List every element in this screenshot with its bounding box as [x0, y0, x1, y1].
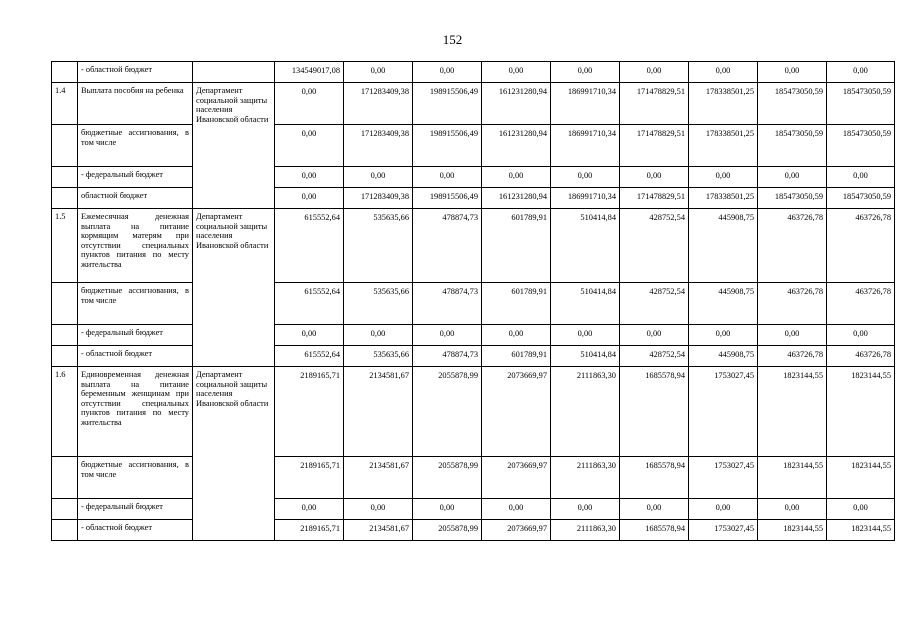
amount-cell: 510414,84 [551, 346, 620, 367]
amount-cell: 185473050,59 [758, 188, 827, 209]
department-cell: Департамент социальной защиты населения Ивановской области [193, 83, 275, 209]
amount-cell: 0,00 [275, 325, 344, 346]
amount-cell: 2055878,99 [413, 367, 482, 457]
amount-cell: 2111863,30 [551, 367, 620, 457]
table-row [52, 62, 895, 83]
department-cell: Департамент социальной защиты населения Ивановской области [193, 367, 275, 541]
table-row [52, 125, 895, 167]
amount-cell: 1823144,55 [827, 367, 895, 457]
amount-cell: 463726,78 [827, 209, 895, 283]
amount-cell: 0,00 [344, 325, 413, 346]
amount-cell: 463726,78 [758, 209, 827, 283]
amount-cell: 601789,91 [482, 346, 551, 367]
amount-cell: 535635,66 [344, 209, 413, 283]
amount-cell: 1823144,55 [758, 367, 827, 457]
amount-cell: 134549017,08 [275, 62, 344, 83]
row-index-cell [52, 62, 78, 83]
amount-cell: 2055878,99 [413, 457, 482, 499]
amount-cell: 0,00 [689, 167, 758, 188]
row-name-cell: Выплата пособия на ребенка [78, 83, 193, 125]
amount-cell: 615552,64 [275, 346, 344, 367]
budget-table [51, 61, 895, 541]
amount-cell: 0,00 [827, 499, 895, 520]
amount-cell: 0,00 [827, 325, 895, 346]
amount-cell: 0,00 [551, 62, 620, 83]
row-name-cell: - федеральный бюджет [78, 167, 193, 188]
table-row [52, 457, 895, 499]
amount-cell: 428752,54 [620, 283, 689, 325]
amount-cell: 0,00 [551, 167, 620, 188]
amount-cell: 161231280,94 [482, 188, 551, 209]
amount-cell: 601789,91 [482, 209, 551, 283]
amount-cell: 0,00 [275, 125, 344, 167]
amount-cell: 2073669,97 [482, 520, 551, 541]
amount-cell: 2134581,67 [344, 367, 413, 457]
amount-cell: 0,00 [827, 62, 895, 83]
row-name-cell: бюджетные ассигнования, в том числе [78, 457, 193, 499]
amount-cell: 171283409,38 [344, 83, 413, 125]
amount-cell: 198915506,49 [413, 125, 482, 167]
amount-cell: 2055878,99 [413, 520, 482, 541]
row-index-cell [52, 283, 78, 325]
amount-cell: 478874,73 [413, 346, 482, 367]
row-index-cell [52, 457, 78, 499]
row-index-cell [52, 167, 78, 188]
amount-cell: 0,00 [482, 167, 551, 188]
amount-cell: 0,00 [689, 325, 758, 346]
amount-cell: 1753027,45 [689, 457, 758, 499]
table-row [52, 346, 895, 367]
row-name-cell: - областной бюджет [78, 62, 193, 83]
amount-cell: 0,00 [551, 325, 620, 346]
amount-cell: 178338501,25 [689, 125, 758, 167]
amount-cell: 615552,64 [275, 209, 344, 283]
department-cell [193, 62, 275, 83]
amount-cell: 1753027,45 [689, 520, 758, 541]
table-row [52, 209, 895, 283]
table-row [52, 83, 895, 125]
amount-cell: 185473050,59 [827, 188, 895, 209]
amount-cell: 2189165,71 [275, 457, 344, 499]
amount-cell: 535635,66 [344, 346, 413, 367]
amount-cell: 0,00 [620, 499, 689, 520]
amount-cell: 601789,91 [482, 283, 551, 325]
amount-cell: 0,00 [275, 188, 344, 209]
amount-cell: 0,00 [413, 62, 482, 83]
row-name-cell: - федеральный бюджет [78, 499, 193, 520]
amount-cell: 0,00 [758, 325, 827, 346]
amount-cell: 0,00 [482, 62, 551, 83]
amount-cell: 463726,78 [758, 283, 827, 325]
table-row [52, 325, 895, 346]
amount-cell: 186991710,34 [551, 125, 620, 167]
amount-cell: 171478829,51 [620, 83, 689, 125]
amount-cell: 0,00 [551, 499, 620, 520]
amount-cell: 0,00 [758, 167, 827, 188]
amount-cell: 463726,78 [827, 283, 895, 325]
row-index-cell: 1.5 [52, 209, 78, 283]
amount-cell: 0,00 [758, 62, 827, 83]
amount-cell: 478874,73 [413, 209, 482, 283]
amount-cell: 0,00 [482, 499, 551, 520]
amount-cell: 428752,54 [620, 209, 689, 283]
row-index-cell [52, 125, 78, 167]
amount-cell: 615552,64 [275, 283, 344, 325]
amount-cell: 198915506,49 [413, 83, 482, 125]
amount-cell: 171283409,38 [344, 188, 413, 209]
amount-cell: 2134581,67 [344, 457, 413, 499]
table-row [52, 188, 895, 209]
amount-cell: 0,00 [827, 167, 895, 188]
amount-cell: 198915506,49 [413, 188, 482, 209]
row-index-cell: 1.6 [52, 367, 78, 457]
amount-cell: 510414,84 [551, 283, 620, 325]
amount-cell: 178338501,25 [689, 188, 758, 209]
amount-cell: 0,00 [620, 167, 689, 188]
row-index-cell [52, 520, 78, 541]
amount-cell: 0,00 [275, 167, 344, 188]
row-name-cell: областной бюджет [78, 188, 193, 209]
amount-cell: 0,00 [689, 499, 758, 520]
row-name-cell: Единовременная денежная выплата на питание беременным женщинам при отсутствии специальных пунктов питания по месту жительства [78, 367, 193, 457]
row-name-cell: бюджетные ассигнования, в том числе [78, 283, 193, 325]
amount-cell: 185473050,59 [758, 125, 827, 167]
amount-cell: 2134581,67 [344, 520, 413, 541]
amount-cell: 1685578,94 [620, 457, 689, 499]
table-row [52, 283, 895, 325]
amount-cell: 1685578,94 [620, 367, 689, 457]
row-name-cell: бюджетные ассигнования, в том числе [78, 125, 193, 167]
amount-cell: 0,00 [758, 499, 827, 520]
amount-cell: 185473050,59 [827, 83, 895, 125]
amount-cell: 1685578,94 [620, 520, 689, 541]
amount-cell: 445908,75 [689, 283, 758, 325]
amount-cell: 0,00 [413, 499, 482, 520]
row-index-cell: 1.4 [52, 83, 78, 125]
amount-cell: 0,00 [344, 499, 413, 520]
amount-cell: 0,00 [482, 325, 551, 346]
amount-cell: 171283409,38 [344, 125, 413, 167]
amount-cell: 178338501,25 [689, 83, 758, 125]
amount-cell: 2111863,30 [551, 457, 620, 499]
department-cell: Департамент социальной защиты населения Ивановской области [193, 209, 275, 367]
amount-cell: 463726,78 [758, 346, 827, 367]
amount-cell: 0,00 [275, 83, 344, 125]
amount-cell: 1823144,55 [758, 457, 827, 499]
amount-cell: 186991710,34 [551, 188, 620, 209]
row-index-cell [52, 346, 78, 367]
amount-cell: 445908,75 [689, 346, 758, 367]
amount-cell: 445908,75 [689, 209, 758, 283]
amount-cell: 2111863,30 [551, 520, 620, 541]
amount-cell: 0,00 [413, 167, 482, 188]
table-row [52, 367, 895, 457]
amount-cell: 2073669,97 [482, 367, 551, 457]
amount-cell: 185473050,59 [827, 125, 895, 167]
table-row [52, 520, 895, 541]
row-index-cell [52, 325, 78, 346]
amount-cell: 2189165,71 [275, 520, 344, 541]
amount-cell: 161231280,94 [482, 125, 551, 167]
amount-cell: 2073669,97 [482, 457, 551, 499]
row-name-cell: Ежемесячная денежная выплата на питание кормящим матерям при отсутствии специальных пунктов питания по месту жительства [78, 209, 193, 283]
amount-cell: 2189165,71 [275, 367, 344, 457]
amount-cell: 161231280,94 [482, 83, 551, 125]
amount-cell: 186991710,34 [551, 83, 620, 125]
amount-cell: 1823144,55 [827, 520, 895, 541]
row-name-cell: - областной бюджет [78, 346, 193, 367]
amount-cell: 428752,54 [620, 346, 689, 367]
amount-cell: 535635,66 [344, 283, 413, 325]
amount-cell: 171478829,51 [620, 125, 689, 167]
amount-cell: 0,00 [344, 167, 413, 188]
amount-cell: 0,00 [689, 62, 758, 83]
amount-cell: 0,00 [275, 499, 344, 520]
row-index-cell [52, 499, 78, 520]
row-name-cell: - федеральный бюджет [78, 325, 193, 346]
amount-cell: 171478829,51 [620, 188, 689, 209]
amount-cell: 1753027,45 [689, 367, 758, 457]
amount-cell: 185473050,59 [758, 83, 827, 125]
amount-cell: 0,00 [413, 325, 482, 346]
amount-cell: 510414,84 [551, 209, 620, 283]
row-name-cell: - областной бюджет [78, 520, 193, 541]
amount-cell: 0,00 [620, 325, 689, 346]
amount-cell: 478874,73 [413, 283, 482, 325]
amount-cell: 0,00 [344, 62, 413, 83]
page-number: 152 [442, 32, 463, 47]
amount-cell: 1823144,55 [827, 457, 895, 499]
amount-cell: 1823144,55 [758, 520, 827, 541]
table-row [52, 499, 895, 520]
row-index-cell [52, 188, 78, 209]
table-row [52, 167, 895, 188]
amount-cell: 0,00 [620, 62, 689, 83]
amount-cell: 463726,78 [827, 346, 895, 367]
